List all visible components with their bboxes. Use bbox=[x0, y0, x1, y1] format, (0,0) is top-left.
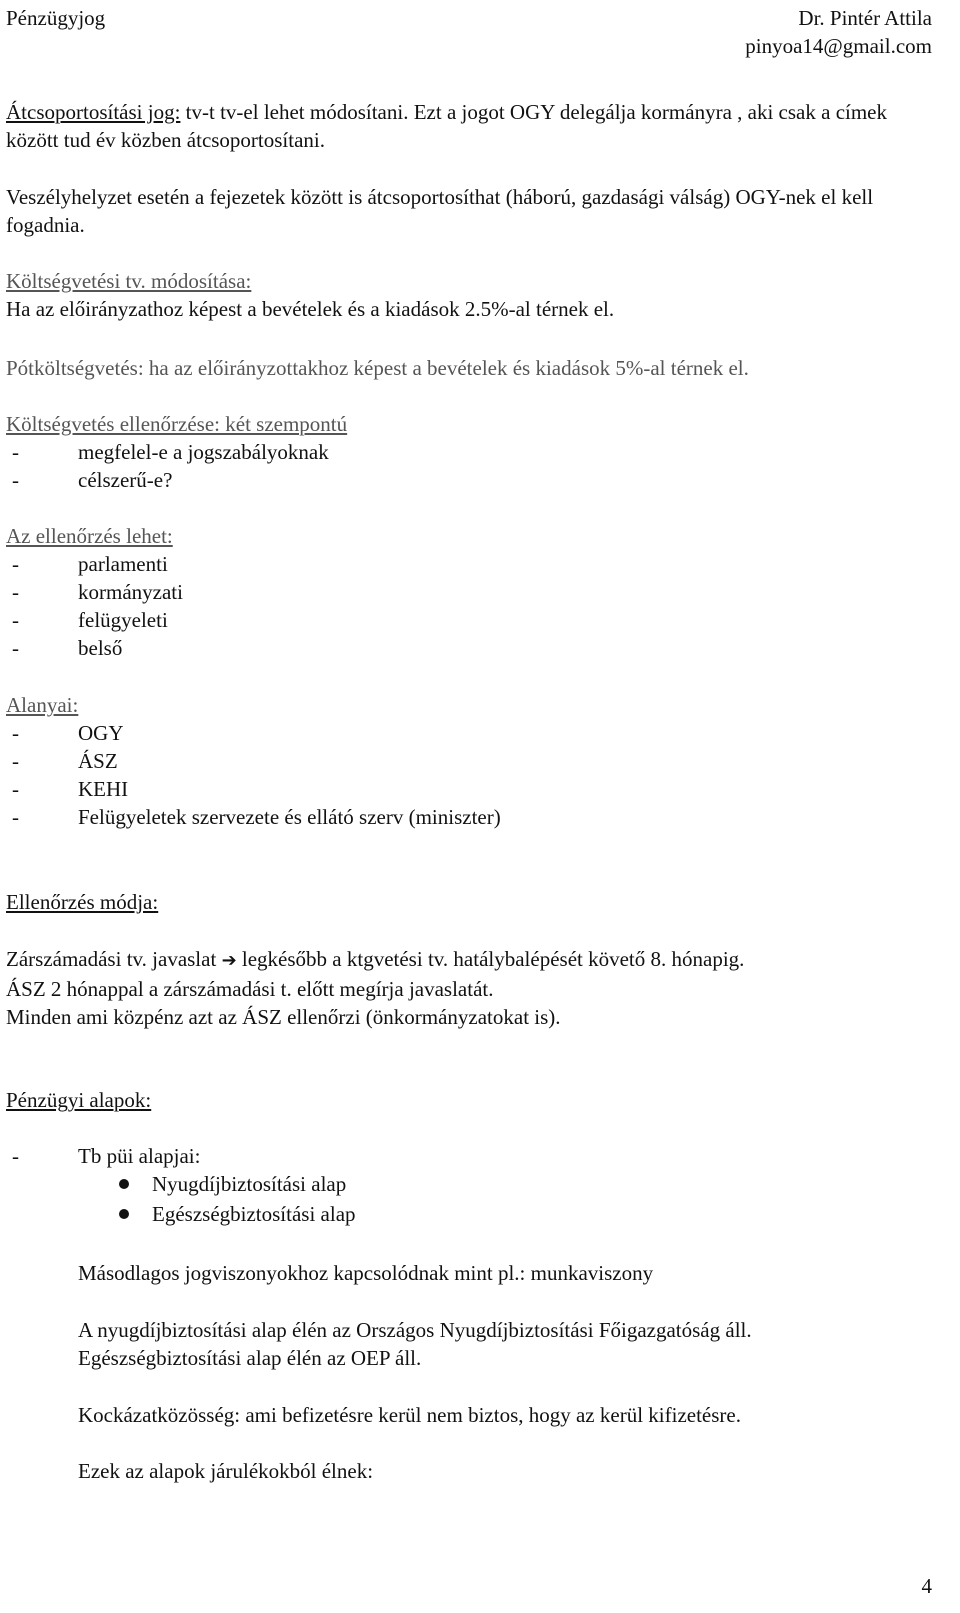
section-budget-control bbox=[6, 410, 906, 494]
header-email: pinyoa14@gmail.com bbox=[745, 34, 932, 58]
list-item: - OGY bbox=[6, 719, 906, 747]
list-item: - felügyeleti bbox=[6, 606, 906, 634]
list-item: - parlamenti bbox=[6, 550, 906, 578]
paragraph-supplementary-budget: Pótköltségvetés: ha az előirányzottakhoz képest a bevételek és kiadások 5%-al térnek el. bbox=[6, 356, 749, 380]
budget-amendment-label: Költségvetési tv. módosítása: bbox=[6, 269, 252, 293]
list-item: - célszerű-e? bbox=[6, 466, 906, 494]
list-item: - Tb püi alapjai: bbox=[6, 1142, 906, 1170]
funds-risk-community: Kockázatközösség: ami befizetésre kerül nem biztos, hogy az kerül kifizetésre. bbox=[78, 1403, 741, 1427]
section-financial-funds bbox=[6, 1086, 906, 1114]
regrouping-text: tv-t tv-el lehet módosítani. Ezt a jogot OGY delegálja kormányra , aki csak a címek között tud év közben átcsoportosítani. bbox=[6, 100, 887, 152]
subjects-list bbox=[6, 719, 906, 831]
control-types-list bbox=[6, 550, 906, 662]
header-title: Pénzügyjog bbox=[6, 6, 106, 30]
control-method-label: Ellenőrzés módja: bbox=[6, 890, 159, 914]
list-item: - Felügyeletek szervezete és ellátó szerv (miniszter) bbox=[6, 803, 906, 831]
list-item: Nyugdíjbiztosítási alap bbox=[6, 1170, 906, 1200]
section-control-method bbox=[6, 888, 906, 1031]
financial-funds-label: Pénzügyi alapok: bbox=[6, 1088, 152, 1112]
header-author: Dr. Pintér Attila bbox=[798, 6, 932, 30]
funds-contributions: Ezek az alapok járulékokból élnek: bbox=[78, 1459, 374, 1483]
list-item: - kormányzati bbox=[6, 578, 906, 606]
regrouping-label: Átcsoportosítási jog: bbox=[6, 100, 181, 124]
paragraph-regrouping-right bbox=[6, 98, 906, 154]
funds-secondary-relations: Másodlagos jogviszonyokhoz kapcsolódnak mint pl.: munkaviszony bbox=[78, 1261, 654, 1285]
right-arrow-icon: ➔ bbox=[221, 950, 237, 971]
funds-bullet-list bbox=[6, 1170, 906, 1230]
list-item: - ÁSZ bbox=[6, 747, 906, 775]
header-author-block bbox=[745, 4, 932, 60]
section-subjects bbox=[6, 691, 906, 831]
list-item: - belső bbox=[6, 634, 906, 662]
subjects-label: Alanyai: bbox=[6, 693, 79, 717]
control-method-line-2: ÁSZ 2 hónappal a zárszámadási t. előtt megírja javaslatát. bbox=[6, 977, 494, 1001]
budget-control-list bbox=[6, 438, 906, 494]
list-item: - megfelel-e a jogszabályoknak bbox=[6, 438, 906, 466]
control-types-label: Az ellenőrzés lehet: bbox=[6, 524, 173, 548]
control-method-line-3: Minden ami közpénz azt az ÁSZ ellenőrzi (önkormányzatokat is). bbox=[6, 1005, 561, 1029]
control-method-line-1: Zárszámadási tv. javaslat ➔ legkésőbb a ktgvetési tv. hatálybalépését követő 8. hónapig. bbox=[6, 947, 745, 971]
funds-leadership: A nyugdíjbiztosítási alap élén az Országos Nyugdíjbiztosítási Főigazgatóság áll. Egészségbiztosítási alap élén az OEP áll. bbox=[78, 1318, 752, 1370]
budget-amendment-text: Ha az előirányzathoz képest a bevételek és a kiadások 2.5%-al térnek el. bbox=[6, 297, 615, 321]
paragraph-emergency: Veszélyhelyzet esetén a fejezetek között is átcsoportosíthat (háború, gazdasági válság) OGY-nek el kell fogadnia. bbox=[6, 185, 874, 237]
bullet-icon bbox=[119, 1179, 129, 1189]
list-item: - KEHI bbox=[6, 775, 906, 803]
page-number: 4 bbox=[921, 1574, 932, 1598]
funds-list bbox=[6, 1142, 906, 1230]
bullet-icon bbox=[119, 1209, 129, 1219]
list-item: Egészségbiztosítási alap bbox=[6, 1200, 906, 1230]
section-control-types bbox=[6, 522, 906, 662]
paragraph-budget-amendment bbox=[6, 267, 906, 323]
budget-control-label: Költségvetés ellenőrzése: két szempontú bbox=[6, 412, 348, 436]
